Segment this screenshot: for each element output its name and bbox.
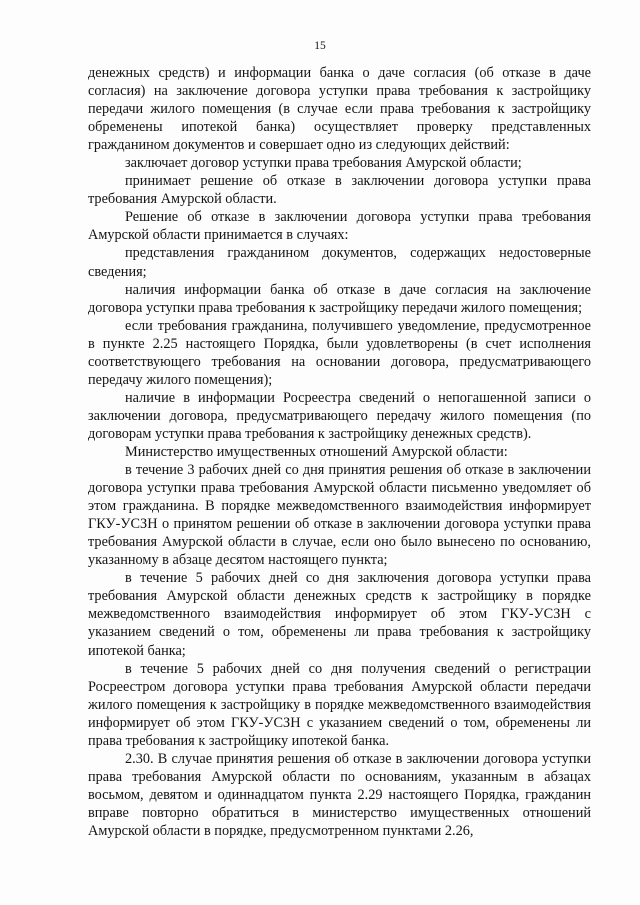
document-body [88, 64, 591, 840]
paragraph-refusal-decision: принимает решение об отказе в заключении договора уступки права требования Амурской области. [88, 173, 591, 208]
paragraph-continuation: денежных средств) и информации банка о даче согласия (об отказе в даче согласия) на заключение договора уступки права требования к застройщику передачи жилого помещения (в случае если права требования к застройщику обременены ипотекой банка) осуществляет проверку представленных гражданином документов и совершает одно из следующих действий: [88, 65, 591, 154]
paragraph-refusal-cases-intro: Решение об отказе в заключении договора уступки права требования Амурской области принимается в случаях: [88, 209, 591, 244]
paragraph-ministry-5-days-registration: в течение 5 рабочих дней со дня получения сведений о регистрации Росреестром договора уступки права требования Амурской области передачи жилого помещения к застройщику в порядке межведомственного взаимодействия информирует об этом ГКУ-УСЗН с указанием сведений о том, обременены ли права требования к застройщику ипотекой банка. [88, 660, 591, 749]
page-number: 15 [314, 40, 326, 52]
paragraph-case-bank-refusal: наличия информации банка об отказе в даче согласия на заключение договора уступки права требования к застройщику передачи жилого помещения; [88, 281, 591, 316]
paragraph-conclude-contract: заключает договор уступки права требования Амурской области; [125, 155, 522, 172]
paragraph-case-rosreestr-record: наличие в информации Росреестра сведений о непогашенной записи о заключении договора, предусматривающего передачу жилого помещения (по договорам уступки права требования к застройщику денежных средств). [88, 389, 591, 442]
paragraph-ministry-3-days: в течение 3 рабочих дней со дня принятия решения об отказе в заключении договора уступки права требования Амурской области письменно уведомляет об этом гражданина. В порядке межведомственного взаимодействия информирует ГКУ-УСЗН о принятом решении об отказе в заключении договора уступки права требования Амурской области в случае, если оно было вынесено по основанию, указанному в абзаце десятом настоящего пункта; [88, 462, 591, 569]
paragraph-ministry-5-days-contract: в течение 5 рабочих дней со дня заключения договора уступки права требования Амурской области денежных средств к застройщику в порядке межведомственного взаимодействия информирует об этом ГКУ-УСЗН с указанием сведений о том, обременены ли права требования к застройщику ипотекой банка; [88, 570, 591, 659]
paragraph-case-false-documents: представления гражданином документов, содержащих недостоверные сведения; [88, 245, 591, 280]
paragraph-case-claims-satisfied: если требования гражданина, получившего уведомление, предусмотренное в пункте 2.25 настоящего Порядка, были удовлетворены (в счет исполнения соответствующего требования на основании договора, предусматривающего передачу жилого помещения); [88, 317, 591, 388]
paragraph-ministry-intro: Министерство имущественных отношений Амурской области: [125, 443, 508, 460]
paragraph-clause-2-30: 2.30. В случае принятия решения об отказе в заключении договора уступки права требования Амурской области по основаниям, указанным в абзацах восьмом, девятом и одиннадцатом пункта 2.29 настоящего Порядка, гражданин вправе повторно обратиться в министерство имущественных отношений Амурской области в порядке, предусмотренном пунктами 2.26, [88, 750, 591, 839]
